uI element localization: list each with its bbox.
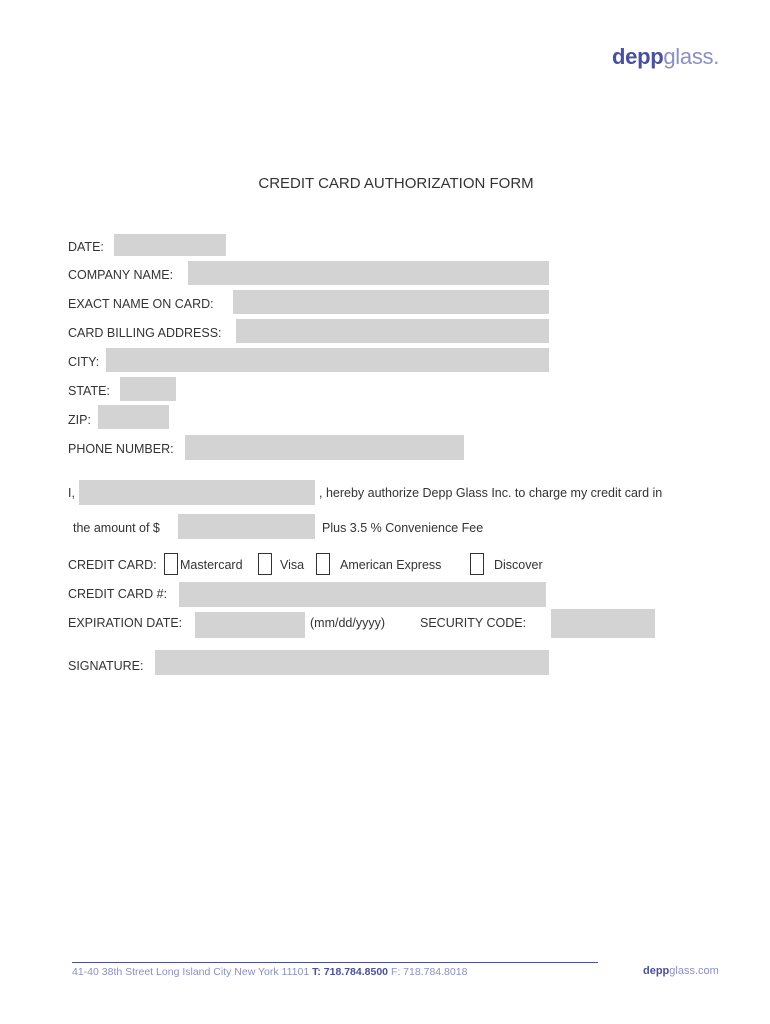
footer-fax: F: 718.784.8018 (390, 966, 468, 978)
footer-contact (72, 966, 467, 978)
zip-label: ZIP: (68, 413, 91, 427)
card-number-label: CREDIT CARD #: (68, 587, 168, 601)
security-code-field[interactable] (551, 609, 655, 638)
security-code-label: SECURITY CODE: (420, 616, 527, 630)
expiration-format-hint: (mm/dd/yyyy) (310, 616, 385, 630)
amount-label: the amount of $ (73, 521, 160, 535)
company-logo: deppglass. (612, 44, 720, 69)
date-label: DATE: (68, 240, 104, 254)
authorization-prefix: I, (68, 486, 75, 500)
footer-address: 41-40 38th Street Long Island City New York 11101 (72, 966, 310, 978)
american-express-checkbox[interactable] (316, 553, 330, 575)
company-name-label: COMPANY NAME: (68, 268, 174, 282)
city-field[interactable] (106, 348, 549, 372)
form-title: CREDIT CARD AUTHORIZATION FORM (258, 175, 534, 192)
billing-address-field[interactable] (236, 319, 549, 343)
mastercard-checkbox[interactable] (164, 553, 178, 575)
city-label: CITY: (68, 355, 100, 369)
expiration-field[interactable] (195, 612, 305, 638)
card-number-field[interactable] (179, 582, 546, 607)
billing-address-label: CARD BILLING ADDRESS: (68, 326, 222, 340)
footer-website[interactable]: deppglass.com (643, 965, 719, 977)
phone-label: PHONE NUMBER: (68, 442, 174, 456)
state-label: STATE: (68, 384, 110, 398)
footer-rule (72, 962, 598, 963)
signature-label: SIGNATURE: (68, 659, 144, 673)
signature-field[interactable] (155, 650, 549, 675)
visa-label: Visa (280, 558, 305, 572)
date-field[interactable] (114, 234, 226, 256)
state-field[interactable] (120, 377, 176, 401)
convenience-fee-text: Plus 3.5 % Convenience Fee (322, 521, 484, 535)
expiration-label: EXPIRATION DATE: (68, 616, 183, 630)
amount-field[interactable] (178, 514, 315, 539)
mastercard-label: Mastercard (180, 558, 243, 572)
exact-name-label: EXACT NAME ON CARD: (68, 297, 214, 311)
american-express-label: American Express (340, 558, 442, 572)
authorization-text: , hereby authorize Depp Glass Inc. to charge my credit card in (319, 486, 663, 500)
zip-field[interactable] (98, 405, 169, 429)
discover-label: Discover (494, 558, 543, 572)
authorizer-name-field[interactable] (79, 480, 315, 505)
exact-name-field[interactable] (233, 290, 549, 314)
company-name-field[interactable] (188, 261, 549, 285)
footer-phone: T: 718.784.8500 (312, 966, 389, 978)
discover-checkbox[interactable] (470, 553, 484, 575)
phone-field[interactable] (185, 435, 464, 460)
credit-card-label: CREDIT CARD: (68, 558, 157, 572)
visa-checkbox[interactable] (258, 553, 272, 575)
